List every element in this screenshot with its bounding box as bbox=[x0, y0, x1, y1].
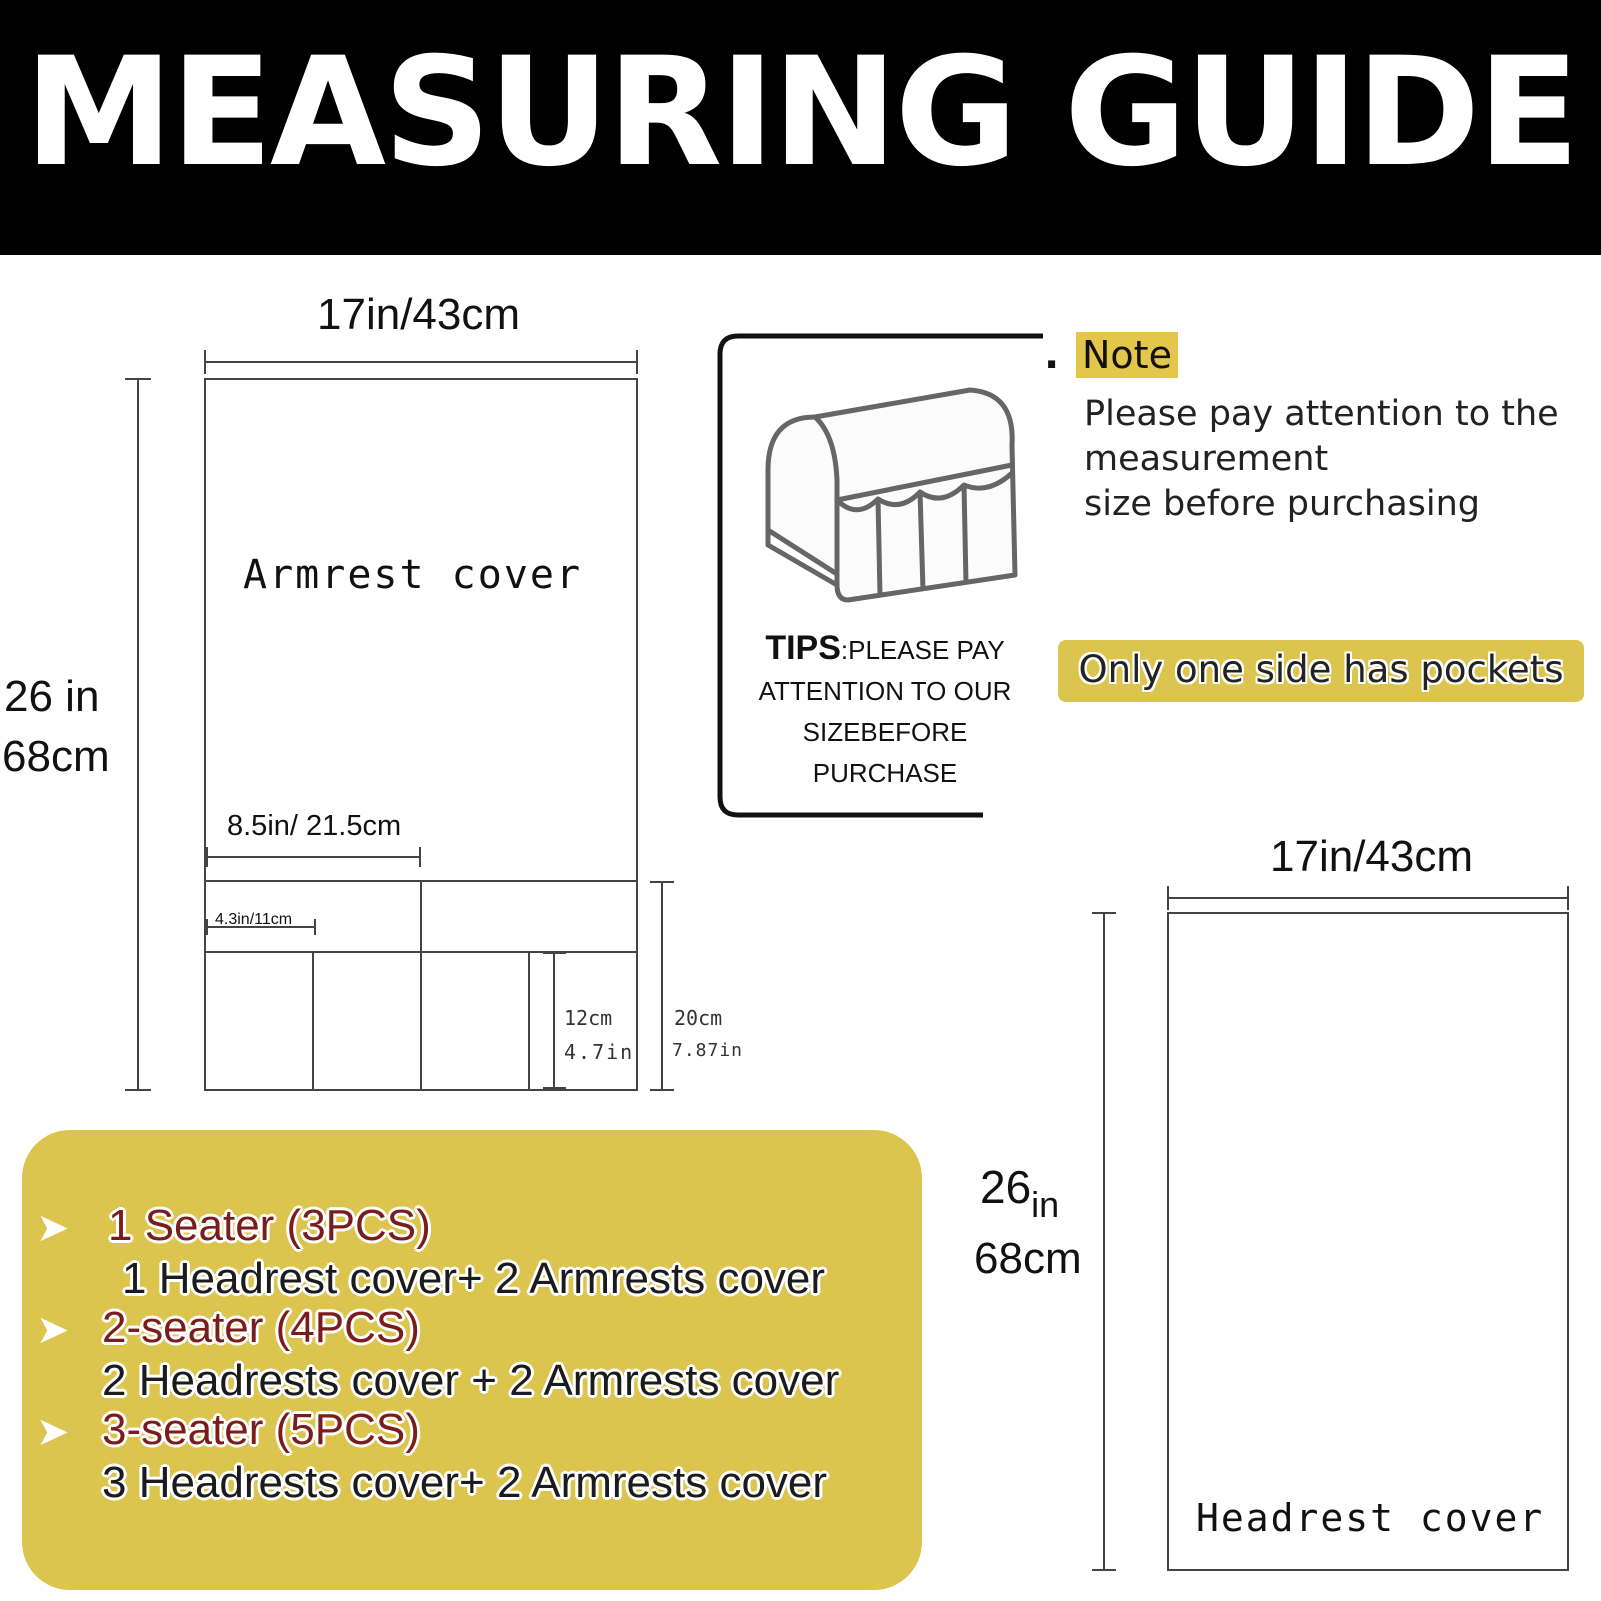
note-line3: size before purchasing bbox=[1084, 484, 1481, 524]
package-1-desc: 1 Headrest cover+ 2 Armrests cover bbox=[122, 1254, 826, 1303]
package-1-title: 1 Seater (3PCS) bbox=[108, 1201, 431, 1250]
note-dot: . bbox=[1044, 332, 1060, 378]
note-line1: Please pay attention to the bbox=[1084, 394, 1559, 434]
headrest-outline bbox=[1168, 913, 1568, 1570]
half-width-label: 8.5in/ 21.5cm bbox=[227, 810, 402, 842]
package-3-title: 3-seater (5PCS) bbox=[102, 1405, 420, 1454]
package-2-title: 2-seater (4PCS) bbox=[102, 1303, 420, 1352]
note-title: Note bbox=[1076, 332, 1178, 378]
armrest-height-in-label: 26 in bbox=[4, 672, 100, 721]
armrest-cover-sketch bbox=[760, 385, 1020, 610]
headrest-height-in-label bbox=[980, 1160, 1060, 1225]
headrest-height-unit: in bbox=[1031, 1184, 1060, 1225]
arrow-icon: ➤ bbox=[36, 1307, 70, 1353]
tips-bold: TIPS bbox=[765, 629, 841, 667]
note-line2: measurement bbox=[1084, 439, 1329, 479]
page-title: MEASURING GUIDE bbox=[24, 26, 1577, 200]
headrest-width-label: 17in/43cm bbox=[1270, 832, 1474, 881]
pocket-zone-in-label: 7.87in bbox=[672, 1040, 744, 1061]
pocket-banner-text: Only one side has pockets bbox=[1078, 648, 1564, 691]
package-2-desc: 2 Headrests cover + 2 Armrests cover bbox=[102, 1356, 840, 1405]
pocket-zone-cm-label: 20cm bbox=[674, 1006, 723, 1030]
arrow-icon: ➤ bbox=[36, 1409, 70, 1455]
tips-line2: ATTENTION TO OUR bbox=[758, 676, 1012, 706]
pocket-height-in-label: 4.7in bbox=[564, 1040, 635, 1064]
armrest-cover-label: Armrest cover bbox=[243, 552, 583, 598]
package-3-desc: 3 Headrests cover+ 2 Armrests cover bbox=[102, 1458, 828, 1507]
tips-text bbox=[730, 628, 1040, 794]
tips-line1: :PLEASE PAY bbox=[840, 635, 1005, 665]
pocket-height-cm-label: 12cm bbox=[564, 1006, 613, 1030]
armrest-height-cm-label: 68cm bbox=[2, 732, 110, 781]
tips-line3: SIZEBEFORE PURCHASE bbox=[802, 717, 968, 788]
headrest-cover-label: Headrest cover bbox=[1196, 1496, 1545, 1540]
armrest-width-label: 17in/43cm bbox=[317, 290, 521, 339]
note-body bbox=[1084, 392, 1559, 527]
pocket-width-label: 4.3in/11cm bbox=[215, 911, 293, 928]
arrow-icon: ➤ bbox=[36, 1205, 70, 1251]
headrest-height-num: 26 bbox=[980, 1161, 1032, 1213]
headrest-height-cm-label: 68cm bbox=[974, 1234, 1082, 1283]
